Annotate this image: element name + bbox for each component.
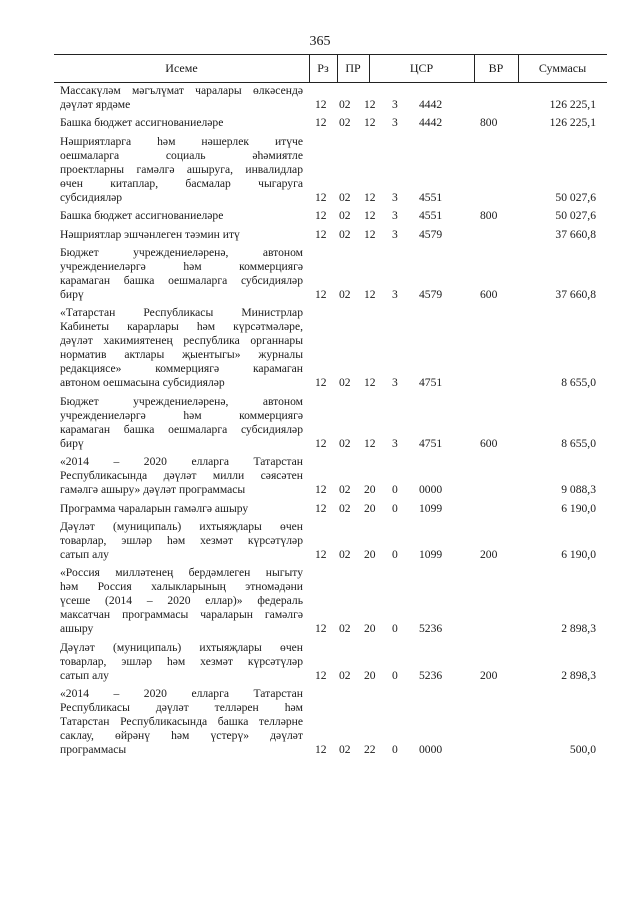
cell-name	[60, 566, 303, 636]
cell-vr: 200	[480, 548, 498, 561]
cell-csr-direction: 4751	[419, 376, 443, 390]
cell-csr-program: 20	[364, 668, 376, 682]
cell-pr: 02	[339, 668, 351, 682]
cell-csr-direction: 4442	[419, 116, 443, 130]
cell-csr-direction: 4551	[419, 190, 443, 204]
table-row	[0, 395, 640, 451]
cell-csr-subprogram: 0	[392, 548, 398, 561]
cell-rz: 12	[315, 548, 327, 561]
cell-pr: 02	[339, 288, 351, 301]
table-row	[0, 84, 640, 112]
cell-pr: 02	[339, 209, 351, 223]
cell-csr-program: 12	[364, 190, 376, 204]
cell-name-line: редакциясе» коммерциягә карамаган	[60, 362, 303, 376]
cell-name-line: карамаган башка оешмаларга субсидияләр	[60, 422, 303, 436]
cell-name-line: учреждениеләргә һәм коммерциягә	[60, 260, 303, 273]
cell-rz: 12	[315, 209, 327, 223]
cell-name-line: Бюджет учреждениеләренә, автоном	[60, 246, 303, 259]
cell-vr: 600	[480, 288, 498, 301]
cell-name-line: Массакүләм мәгълүмат чаралары өлкәсендә	[60, 84, 303, 97]
cell-name	[60, 228, 303, 242]
cell-rz: 12	[315, 743, 327, 757]
cell-name-line: «2014 – 2020 елларга Татарстан	[60, 687, 303, 701]
cell-name-line: оешмаларга социаль әһәмиятле	[60, 148, 303, 162]
table-row	[0, 209, 640, 223]
cell-csr-direction: 4751	[419, 436, 443, 450]
table-row	[0, 246, 640, 302]
cell-name	[60, 209, 303, 223]
cell-name-line: товарлар, эшләр һәм хезмәт күрсәтүләр	[60, 534, 303, 547]
cell-name-line: үсеше (2014 – 2020 еллар)» федераль	[60, 594, 303, 608]
cell-name-line: Республикасында дәүләт милли сәясәтен	[60, 469, 303, 483]
table-row	[0, 502, 640, 516]
cell-name-line: бирү	[60, 436, 84, 450]
cell-csr-direction: 0000	[419, 483, 443, 497]
cell-csr-subprogram: 0	[392, 622, 398, 636]
cell-sum: 500,0	[569, 743, 596, 757]
cell-csr-program: 12	[364, 98, 376, 111]
cell-name-line: учреждениеләргә һәм коммерциягә	[60, 408, 303, 422]
cell-name-line: карамаган башка оешмаларга субсидияләр	[60, 274, 303, 287]
cell-name	[60, 116, 303, 130]
cell-name-line: Нәшриятлар эшчәнлеген тәэмин итү	[60, 227, 240, 241]
cell-rz: 12	[315, 288, 327, 301]
cell-name	[60, 306, 303, 390]
cell-csr-subprogram: 0	[392, 743, 398, 757]
cell-vr: 600	[480, 436, 498, 450]
cell-name-line: Бюджет учреждениеләренә, автоном	[60, 394, 303, 408]
cell-csr-subprogram: 3	[392, 116, 398, 130]
cell-vr: 800	[480, 116, 498, 130]
cell-rz: 12	[315, 116, 327, 130]
cell-pr: 02	[339, 190, 351, 204]
cell-csr-direction: 4579	[419, 288, 443, 301]
cell-rz: 12	[315, 227, 327, 241]
cell-sum: 8 655,0	[561, 436, 596, 450]
cell-csr-subprogram: 0	[392, 501, 398, 515]
cell-sum: 2 898,3	[561, 622, 596, 636]
cell-name-line: саклау, өйрәнү һәм үстерү» дәүләт	[60, 729, 303, 743]
cell-csr-direction: 4551	[419, 209, 443, 223]
cell-name	[60, 687, 303, 757]
cell-name-line: Башка бюджет ассигнованиеләре	[60, 116, 224, 130]
cell-csr-program: 20	[364, 622, 376, 636]
cell-name	[60, 502, 303, 516]
header-vr: ВР	[488, 61, 504, 75]
header-pr: ПР	[345, 61, 361, 75]
cell-name-line: ашыру	[60, 622, 94, 636]
cell-name-line: Дәүләт (муниципаль) ихтыяҗлары өчен	[60, 520, 303, 533]
cell-sum: 37 660,8	[555, 227, 596, 241]
header-rz: Рз	[317, 61, 329, 75]
cell-name-line: программасы	[60, 743, 127, 757]
cell-sum: 9 088,3	[561, 483, 596, 497]
cell-name-line: автоном оешмасына субсидияләр	[60, 376, 225, 390]
cell-csr-subprogram: 3	[392, 209, 398, 223]
cell-name-line: проектларны гамәлгә ашыруга, инвалидлар	[60, 162, 303, 176]
table-row	[0, 135, 640, 205]
cell-csr-program: 12	[364, 116, 376, 130]
cell-name-line: дәүләт ярдәме	[60, 98, 131, 111]
cell-name-line: Программа чараларын гамәлгә ашыру	[60, 501, 249, 515]
cell-csr-direction: 5236	[419, 622, 443, 636]
cell-rz: 12	[315, 668, 327, 682]
cell-pr: 02	[339, 98, 351, 111]
cell-csr-program: 12	[364, 209, 376, 223]
table-row	[0, 306, 640, 390]
cell-pr: 02	[339, 743, 351, 757]
cell-name-line: Нәшриятларга һәм нәшерлек итүче	[60, 134, 303, 148]
cell-vr: 200	[480, 668, 498, 682]
cell-csr-direction: 4442	[419, 98, 443, 111]
cell-csr-program: 20	[364, 501, 376, 515]
cell-pr: 02	[339, 376, 351, 390]
cell-csr-program: 12	[364, 288, 376, 301]
cell-name	[60, 395, 303, 451]
cell-pr: 02	[339, 622, 351, 636]
cell-csr-program: 22	[364, 743, 376, 757]
cell-sum: 126 225,1	[549, 98, 596, 111]
cell-csr-program: 12	[364, 376, 376, 390]
cell-name-line: Республикасы дәүләт телләрен һәм	[60, 701, 303, 715]
cell-csr-direction: 1099	[419, 501, 443, 515]
cell-sum: 37 660,8	[555, 288, 596, 301]
cell-rz: 12	[315, 376, 327, 390]
cell-name-line: субсидияләр	[60, 190, 123, 204]
cell-name	[60, 641, 303, 683]
cell-csr-direction: 1099	[419, 548, 443, 561]
cell-csr-program: 12	[364, 436, 376, 450]
cell-name-line: гамәлгә ашыру» дәүләт программасы	[60, 483, 246, 497]
cell-rz: 12	[315, 483, 327, 497]
cell-name	[60, 520, 303, 562]
table-row	[0, 455, 640, 497]
cell-name-line: норматив актлары җыентыгы» журналы	[60, 348, 303, 362]
table-row	[0, 520, 640, 562]
cell-pr: 02	[339, 227, 351, 241]
cell-csr-direction: 5236	[419, 668, 443, 682]
cell-csr-subprogram: 3	[392, 436, 398, 450]
cell-rz: 12	[315, 436, 327, 450]
cell-pr: 02	[339, 501, 351, 515]
header-csr: ЦСР	[409, 61, 434, 75]
cell-sum: 126 225,1	[549, 116, 596, 130]
cell-sum: 6 190,0	[561, 548, 596, 561]
cell-pr: 02	[339, 116, 351, 130]
cell-name-line: өчен китаплар, басмалар чыгаруга	[60, 176, 303, 190]
cell-rz: 12	[315, 98, 327, 111]
cell-name-line: «Татарстан Республикасы Министрлар	[60, 306, 303, 320]
cell-name	[60, 455, 303, 497]
cell-csr-subprogram: 3	[392, 98, 398, 111]
cell-sum: 6 190,0	[561, 501, 596, 515]
cell-sum: 50 027,6	[555, 209, 596, 223]
cell-csr-subprogram: 3	[392, 227, 398, 241]
cell-name-line: Татарстан Республикасында башка телләрне	[60, 715, 303, 729]
cell-csr-program: 20	[364, 483, 376, 497]
cell-csr-subprogram: 3	[392, 288, 398, 301]
cell-name-line: «Россия милләтенең бердәмлеген ныгыту	[60, 566, 303, 580]
page-number: 365	[309, 34, 331, 49]
cell-sum: 8 655,0	[561, 376, 596, 390]
cell-pr: 02	[339, 436, 351, 450]
cell-csr-program: 20	[364, 548, 376, 561]
table-header	[54, 54, 607, 83]
cell-name-line: Дәүләт (муниципаль) ихтыяҗлары өчен	[60, 640, 303, 654]
cell-sum: 50 027,6	[555, 190, 596, 204]
cell-csr-subprogram: 3	[392, 190, 398, 204]
cell-name-line: сатып алу	[60, 668, 109, 682]
cell-name	[60, 135, 303, 205]
cell-name-line: «2014 – 2020 елларга Татарстан	[60, 455, 303, 469]
header-sum: Суммасы	[538, 61, 587, 75]
table-row	[0, 116, 640, 130]
cell-name-line: сатып алу	[60, 548, 109, 561]
cell-csr-subprogram: 0	[392, 668, 398, 682]
cell-name	[60, 246, 303, 302]
header-name: Исеме	[165, 61, 198, 75]
cell-name-line: максатчан программасы чараларын гамәлгә	[60, 608, 303, 622]
cell-name-line: һәм Россия халыкларының этномәдәни	[60, 580, 303, 594]
table-row	[0, 228, 640, 242]
cell-name-line: товарлар, эшләр һәм хезмәт күрсәтүләр	[60, 654, 303, 668]
table-row	[0, 566, 640, 636]
cell-rz: 12	[315, 622, 327, 636]
cell-name-line: Кабинеты карарлары һәм күрсәтмәләре,	[60, 320, 303, 334]
cell-csr-direction: 4579	[419, 227, 443, 241]
cell-csr-direction: 0000	[419, 743, 443, 757]
cell-csr-subprogram: 3	[392, 376, 398, 390]
cell-name-line: Башка бюджет ассигнованиеләре	[60, 209, 224, 223]
cell-name-line: бирү	[60, 288, 84, 301]
cell-sum: 2 898,3	[561, 668, 596, 682]
cell-vr: 800	[480, 209, 498, 223]
cell-name	[60, 84, 303, 112]
cell-pr: 02	[339, 483, 351, 497]
cell-name-line: дәүләт хакимиятенең республика органнары	[60, 334, 303, 348]
cell-csr-subprogram: 0	[392, 483, 398, 497]
table-row	[0, 641, 640, 683]
cell-pr: 02	[339, 548, 351, 561]
cell-csr-program: 12	[364, 227, 376, 241]
cell-rz: 12	[315, 190, 327, 204]
table-row	[0, 687, 640, 757]
cell-rz: 12	[315, 501, 327, 515]
